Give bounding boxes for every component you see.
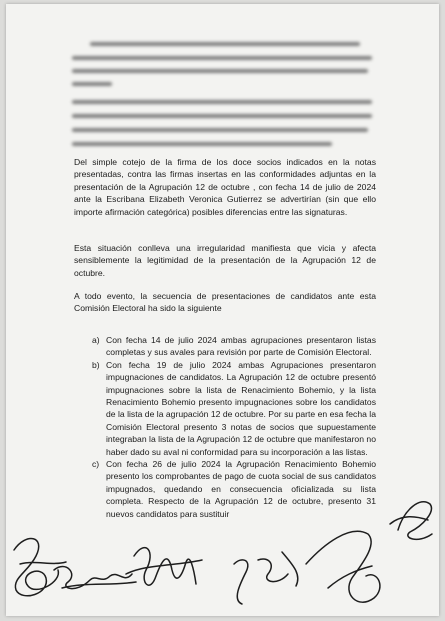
list-marker: b) xyxy=(92,359,100,370)
list-item-text: Con fecha 14 de julio 2024 ambas agrupaciones presentaron listas completas y sus avales para revisión por parte de Comisión Electoral. xyxy=(106,335,376,358)
list-marker: a) xyxy=(92,335,100,345)
paragraph-irregularity: Esta situación conlleva una irregularidad manifiesta que vicia y afecta sensiblemente la legitimidad de la presentación de la Agrupación 12 de octubre. xyxy=(74,243,376,278)
signature-3 xyxy=(126,548,202,586)
list-item-text: Con fecha 26 de julio 2024 la Agrupación Renacimiento Bohemio presento los comprobantes de pago de cuota social de sus candidatos impugnados, quedando en consecuencia oficializada su lista completa. Respecto de la Agrupación 12 de octubre, presento 31 nuevos candidatos para sustituir xyxy=(106,459,376,519)
paragraph-signature-comparison: Del simple cotejo de la firma de los doce socios indicados en la notas presentadas, contra las firmas insertas en las conformidades adjuntas en la presentación de la Agrupación 12 de octubre , con fecha 14 de julio de 2024 ante la Escribana Elizabeth Veronica Gutierrez se advertirían (sin que ello importe afirmación categórica) posibles diferencias entre las signaturas. xyxy=(74,157,376,217)
handwritten-signatures xyxy=(6,4,439,616)
paragraph-sequence-intro: A todo evento, la secuencia de presentaciones de candidatos ante esta Comisión Electoral ha sido la siguiente xyxy=(74,291,376,314)
signature-4 xyxy=(234,552,298,604)
document-page xyxy=(6,4,439,616)
list-item-text: Con fecha 19 de julio 2024 ambas Agrupaciones presentaron impugnaciones de candidatos. La Agrupación 12 de octubre presentó impugnaciones sobre la lista de Renacimiento Bohemio, y la lista Renacimiento Bohemio presento impugnaciones sobre los candidatos de la lista de la agrupación 12 de octubre. Por su parte en esa fecha la Comisión Electoral presento 3 notas de socios que supuestamente integraban la lista de la Agrupación 12 de octubre que manifestaron no haber dado su aval ni conformidad para su incorporación a las listas. xyxy=(106,359,376,457)
signature-6 xyxy=(390,502,432,540)
signature-5 xyxy=(306,531,380,602)
signature-2 xyxy=(54,567,136,589)
list-marker: c) xyxy=(92,459,100,470)
